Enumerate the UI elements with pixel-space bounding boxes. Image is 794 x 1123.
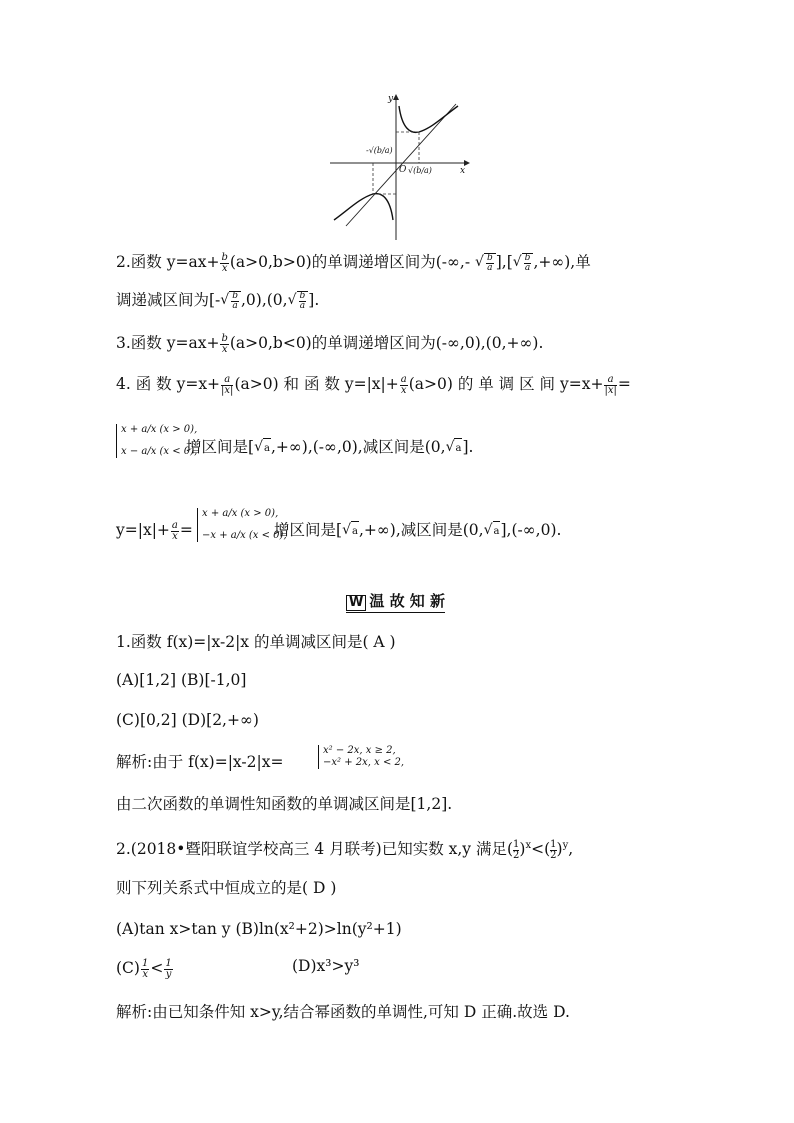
q2-option-c (116, 958, 174, 980)
q2-optc-den1: x (142, 968, 148, 980)
item4-piece2-text (274, 520, 561, 542)
q1-analysis (116, 752, 283, 772)
item2-frac-den: x (221, 262, 228, 274)
q2-optc-lt: < (150, 959, 164, 977)
graph-origin-label: O (399, 165, 407, 175)
item4-frac2 (400, 375, 408, 396)
q2-stem-mid3: ) (556, 840, 563, 859)
q2-exp-y: y (562, 840, 569, 851)
item3-line (116, 333, 543, 355)
item3-frac-den: x (221, 343, 228, 355)
sqrt4-num: b (299, 291, 306, 301)
piece1-rest: ,+∞),(-∞,0),减区间是(0, (270, 438, 446, 456)
sqrt-b-over-a-3: √ $\frac{b}{a}$ (220, 290, 241, 312)
q2-line2: 则下列关系式中恒成立的是( D ) (116, 879, 337, 897)
item4-eq: = (617, 375, 631, 393)
q1-case1: x² − 2x, x ≥ 2, (323, 745, 396, 756)
q2-stem-mid2: <( (531, 840, 551, 859)
section-header (346, 590, 445, 613)
piece2-text: 增区间是[ (274, 521, 343, 539)
item2-line2-end: ]. (308, 291, 320, 309)
q2-stem-prefix: 2.(2018•暨阳联谊学校高三 4 月联考)已知实数 x,y 满足( (116, 840, 514, 859)
upper-branch (399, 106, 458, 132)
item4-mid2: (a>0) 的 单 调 区 间 y=x+ (408, 375, 604, 393)
q2-exp-x: x (525, 840, 532, 851)
q2-optc-frac1 (141, 959, 149, 980)
q2-optc-den2: y (165, 968, 172, 980)
q2-optc-frac2 (164, 959, 172, 980)
item2-prefix: 2.函数 y=ax+ (116, 253, 220, 271)
q1-case2: −x² + 2x, x < 2, (323, 757, 405, 768)
q1-stem: 1.函数 f(x)=|x-2|x 的单调减区间是( A ) (116, 633, 396, 651)
item2-mid: ],[ (495, 253, 513, 271)
item2-cond: (a>0,b>0)的单调递增区间为(-∞,- (229, 253, 471, 271)
piecewise-2-row2: −x + a/x (x < 0), (202, 530, 287, 541)
sqrt-a-4: √a (484, 520, 501, 542)
q2-half-1-num: 1 (513, 838, 520, 850)
item4-frac2-num: a (400, 373, 407, 385)
piecewise-2-row1: x + a/x (x > 0), (202, 508, 279, 519)
sqrt4-den: a (299, 301, 306, 311)
q1-piecewise (318, 745, 404, 769)
sqrt-a-1-body: a (263, 438, 271, 459)
q2-option-d: (D)x³>y³ (292, 957, 360, 975)
sqrt-b-over-a-4: √ $\frac{b}{a}$ (288, 290, 309, 312)
sqrt3-den: a (232, 301, 238, 311)
sqrt1-den: a (487, 263, 493, 273)
item3-prefix: 3.函数 y=ax+ (116, 334, 220, 352)
sqrt-a-3-body: a (351, 521, 359, 542)
line3-prefix: y=|x|+ (116, 521, 170, 539)
item4-frac1-num: a (221, 375, 233, 386)
item4-line3-prefix (116, 520, 193, 542)
q2-options-ab: (A)tan x>tan y (B)ln(x²+2)>ln(y²+1) (116, 920, 402, 938)
q2-half-2-num: 1 (550, 838, 557, 850)
q2-optc-num1: 1 (141, 957, 149, 969)
sqrt-a-2: √a (446, 437, 463, 459)
graph-pos-root-label: √(b/a) (408, 166, 432, 175)
item4-piece1-text (186, 437, 473, 459)
item3-frac-num: b (221, 332, 228, 344)
line3-frac-num: a (171, 519, 178, 531)
sqrt-b-over-a-2: √ $\frac{b}{a}$ (513, 252, 534, 274)
line3-frac-den: x (172, 530, 178, 542)
sqrt-a-4-body: a (493, 521, 501, 542)
sqrt-a-3: √a (342, 520, 359, 542)
item3-frac (220, 334, 228, 355)
sqrt2-den: a (524, 263, 531, 273)
item2-frac (220, 253, 228, 274)
q1-conclusion: 由二次函数的单调性知函数的单调减区间是[1,2]. (116, 795, 453, 813)
q2-stem (116, 836, 573, 861)
y-axis-arrow (393, 94, 399, 100)
item2-line2-mid: ,0),(0, (240, 291, 288, 309)
item4-frac3-den: |x| (604, 384, 617, 396)
function-graph (326, 92, 470, 242)
q2-half-2-den: 2 (550, 849, 557, 861)
sqrt-a-2-body: a (454, 438, 462, 459)
item4-mid1: (a>0) 和 函 数 y=|x|+ (234, 375, 399, 393)
q2-stem-mid1: ) (519, 840, 526, 859)
graph-y-label: y (388, 94, 394, 104)
sqrt-b-over-a-1: √ $\frac{b}{a}$ (475, 252, 496, 274)
sqrt1-num: b (486, 253, 493, 263)
item2-line2 (116, 290, 319, 312)
item2-line1 (116, 252, 591, 274)
q2-stem-end: , (568, 840, 574, 859)
q2-optc-prefix: (C) (116, 959, 140, 977)
item2-frac-num: b (221, 251, 228, 263)
q2-analysis: 解析:由已知条件知 x>y,结合幂函数的单调性,可知 D 正确.故选 D. (116, 1003, 570, 1021)
piecewise-1-row1: x + a/x (x > 0), (121, 424, 198, 435)
graph-x-label: x (460, 166, 466, 176)
line3-frac (171, 521, 179, 542)
sqrt3-num: b (232, 291, 238, 301)
q2-half-1-den: 2 (513, 849, 520, 861)
item4-line1 (116, 374, 631, 396)
q2-optc-num2: 1 (165, 957, 172, 969)
q1-options-cd: (C)[0,2] (D)[2,+∞) (116, 711, 259, 729)
graph-neg-root-label: -√(b/a) (366, 146, 393, 155)
item4-frac3 (604, 375, 616, 396)
piecewise-1-row2: x − a/x (x < 0), (121, 446, 198, 457)
item4-frac1 (221, 375, 233, 396)
item2-line2-start: 调递减区间为[- (116, 291, 221, 309)
item4-prefix: 4. 函 数 y=x+ (116, 375, 221, 393)
section-title: 温 故 知 新 (369, 592, 446, 610)
piece1-end: ]. (462, 438, 474, 456)
w-icon: W (346, 595, 366, 611)
piece2-mid: ,+∞),减区间是(0, (358, 521, 484, 539)
piece1-text: 增区间是[ (186, 438, 255, 456)
q1-options-ab: (A)[1,2] (B)[-1,0] (116, 671, 247, 689)
item4-frac3-num: a (604, 375, 616, 386)
line3-eq: = (179, 521, 193, 539)
sqrt-a-1: √a (254, 437, 271, 459)
item4-frac2-den: x (400, 384, 407, 396)
sqrt2-num: b (524, 253, 531, 263)
item4-frac1-den: |x| (221, 384, 234, 396)
item2-end: ,+∞),单 (533, 253, 591, 271)
piece2-end: ],(-∞,0). (500, 521, 562, 539)
item3-rest: (a>0,b<0)的单调递增区间为(-∞,0),(0,+∞). (229, 334, 544, 352)
q1-analysis-prefix: 解析:由于 f(x)=|x-2|x= (116, 753, 284, 771)
